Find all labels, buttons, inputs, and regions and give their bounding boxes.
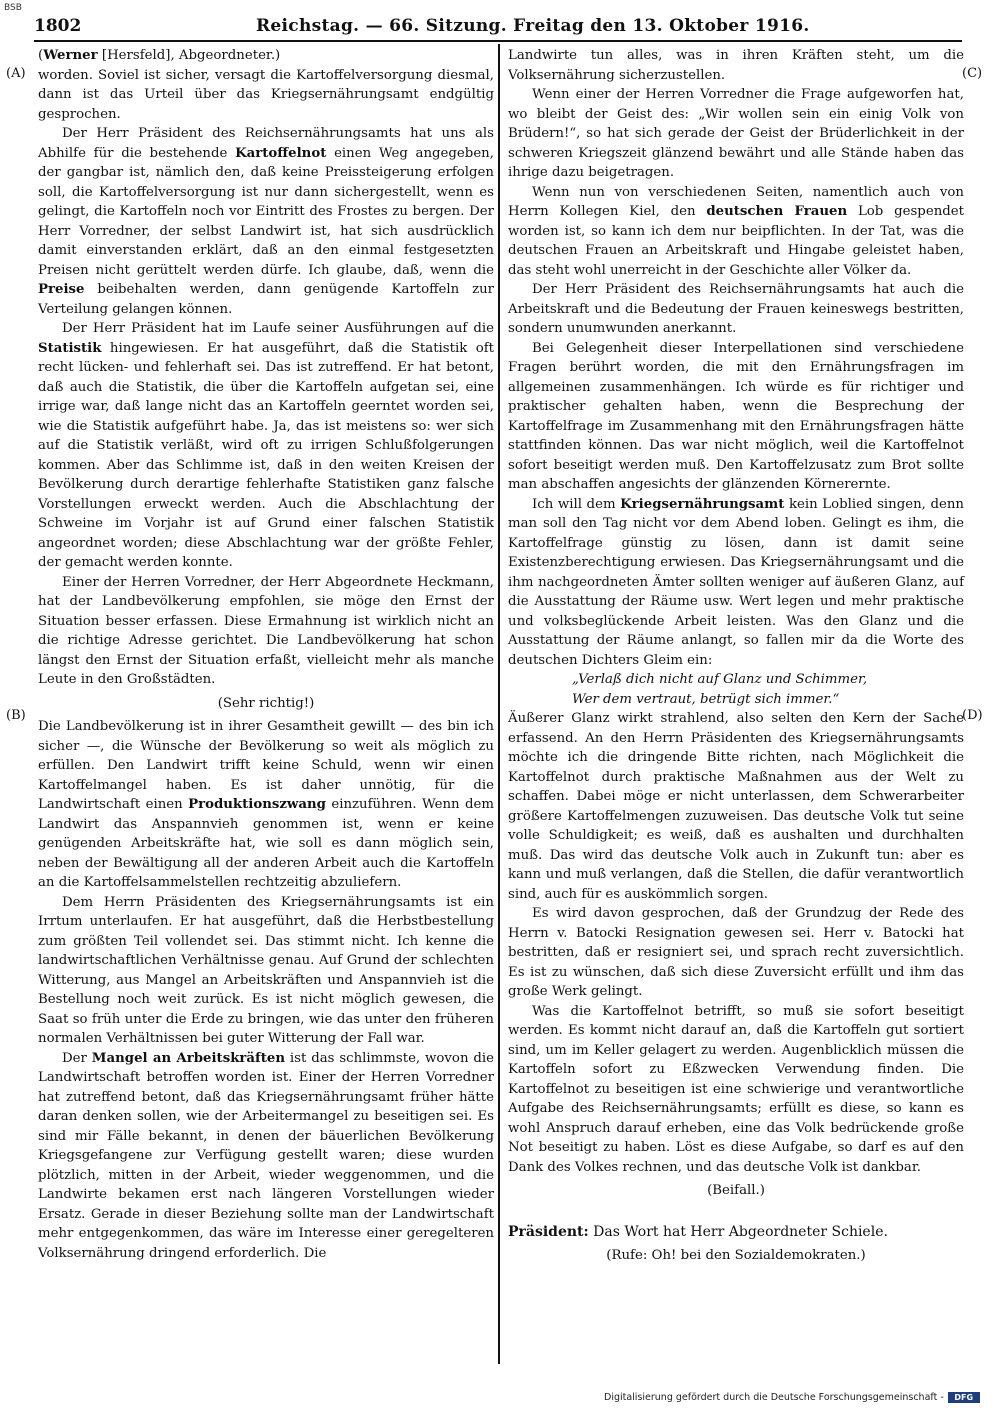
left-column <box>38 46 494 1263</box>
paragraph: Wenn einer der Herren Vorredner die Frage aufgeworfen hat, wo bleibt der Geist des: „Wir wollen sein ein einig Volk von Brüdern!“, so hat sich gerade der Geist der Brüderlichkeit in der schweren Kriegszeit glänzend bewährt und alle Stände haben das ihrige dazu beigetragen. <box>508 87 964 180</box>
paragraph <box>38 319 494 573</box>
text-run: Lob gespendet worden ist, so kann ich dem nur beipflichten. In der Tat, was die deutschen Frauen an Arbeitskraft und Hingabe geleistet haben, das steht wohl unerreicht in der Geschichte aller Völker da. <box>508 204 964 278</box>
interjection: (Beifall.) <box>707 1183 765 1198</box>
poem-line: „Verlaß dich nicht auf Glanz und Schimmer, <box>572 672 868 687</box>
paragraph: Der Herr Präsident des Reichsernährungsamts hat auch die Arbeitskraft und die Bedeutung der Frauen keineswegs bestritten, sondern unumwunden anerkannt. <box>508 282 964 336</box>
speaker-line: (Werner [Hersfeld], Abgeordneter.) <box>38 48 281 63</box>
paragraph <box>38 1049 494 1264</box>
emphasis: Kartoffelnot <box>235 145 327 161</box>
text-run: kein Loblied singen, denn man soll den Tag nicht vor dem Abend loben. Gelingt es ihm, die Kartoffelfrage günstig zu lösen, dann ist damit seine Existenzberechtigung erwiesen. Das Kriegsernährungsamt und die ihm nachgeordneten Ämter sollten weniger auf äußeren Glanz, auf die Ausstattung der Räume usw. Wert legen und mehr praktische und volksbeglückende Arbeit leisten. Was den Glanz und die Ausstattung der Räume anlangt, so fallen mir da die Worte des deutschen Dichters Gleim ein: <box>508 496 964 668</box>
paragraph: worden. Soviel ist sicher, versagt die Kartoffelversorgung diesmal, dann ist das Urteil über das Kriegsernährungsamt endgültig gesprochen. <box>38 67 494 122</box>
column-divider <box>498 44 500 1364</box>
text-run: Der Herr Präsident hat im Laufe seiner Ausführungen auf die <box>62 321 494 336</box>
president-label: Präsident: <box>508 1223 589 1240</box>
text-run: einen Weg angegeben, der gangbar ist, nämlich den, daß keine Preissteigerung erfolgen soll, die Kartoffelversorgung ist nur dann sichergestellt, wenn es gelingt, die Kartoffeln noch vor Eintritt des Frostes zu bergen. Der Herr Vorredner, der selbst Landwirt ist, hat sich ausdrücklich damit einverstanden erklärt, daß an den einmal festgesetzten Preisen nicht gerüttelt werden dürfe. Ich glaube, daß, wenn die <box>38 145 494 278</box>
text-run: Wenn nun von verschiedenen Seiten, namentlich auch von Herrn Kollegen Kiel, den <box>508 184 964 219</box>
dfg-logo-icon: DFG <box>948 1392 980 1403</box>
paragraph: Dem Herrn Präsidenten des Kriegsernährungsamts ist ein Irrtum unterlaufen. Er hat ausgeführt, daß die Herbstbestellung zum größten Teil vollendet sei. Das stimmt nicht. Ich kenne die landwirtschaftlichen Verhältnisse genau. Auf Grund der schlechten Witterung, aus Mangel an Arbeitskräften und Anspannvieh ist die Bestellung noch weit zurück. Es ist nicht möglich gewesen, die Saat so früh unter die Erde zu bringen, wie das unter den früheren normalen Verhältnissen bei guter Witterung der Fall war. <box>38 894 494 1046</box>
text-run: Die Landbevölkerung ist in ihrer Gesamtheit gewillt — des bin ich sicher —, die Wünsche der Bevölkerung so weit als möglich zu erfüllen. Den Landwirt trifft keine Schuld, wenn wir einen Kartoffelmangel haben. Es ist daher unnötig, für die Landwirtschaft einen <box>38 719 494 812</box>
emphasis: deutschen Frauen <box>706 204 848 219</box>
page-number: 1802 <box>34 16 82 36</box>
paragraph <box>38 717 494 893</box>
text-run: Das Wort hat Herr Abgeordneter Schiele. <box>593 1223 888 1240</box>
text-run: Ich will dem <box>532 496 616 512</box>
emphasis: Kriegsernährungsamt <box>620 496 785 512</box>
emphasis: Produktionszwang <box>188 797 326 812</box>
emphasis: Statistik <box>38 340 102 356</box>
paragraph <box>508 183 964 281</box>
paragraph: Es wird davon gesprochen, daß der Grundzug der Rede des Herrn v. Batocki Resignation gewesen sei. Herr v. Batocki hat bestritten, daß er resigniert sei, und sprach recht zuversichtlich. Es ist zu wünschen, daß sich diese Zuversicht erfüllt und ihm das große Werk gelingt. <box>508 906 964 999</box>
page-header <box>34 16 962 42</box>
margin-marker-a: (A) <box>6 66 26 81</box>
library-mark: BSB <box>4 3 22 13</box>
emphasis: Preise <box>38 282 85 297</box>
text-run: einzuführen. Wenn dem Landwirt das Anspannvieh genommen ist, wenn er keine genügenden Arbeitskräfte hat, wie soll es dann möglich sein, neben der Bewältigung all der anderen Arbeit auch die Kartoffeln an die Kartoffelsammelstellen rechtzeitig abzuliefern. <box>38 797 494 890</box>
page-title: Reichstag. — 66. Sitzung. Freitag den 13. Oktober 1916. <box>256 16 810 36</box>
president-statement <box>508 1223 964 1243</box>
margin-marker-d: (D) <box>962 708 983 723</box>
text-run: hingewiesen. Er hat ausgeführt, daß die Statistik oft recht lücken- und fehlerhaft sei. Das ist zutreffend. Er hat betont, daß auch die Statistik, die über die Kartoffeln aufgetan sei, eine irrige war, daß lange nicht das an Kartoffeln geerntet worden sei, wie die Statistik aufgeführt habe. Ja, das ist meistens so: wer sich auf die Statistik verläßt, wird oft zu irrigen Schlußfolgerungen kommen. Aber das Schlimme ist, daß in den weiten Kreisen der Bevölkerung durch derartige fehlerhafte Statistiken ganz falsche Vorstellungen erweckt werden. Auch die Abschlachtung der Schweine im Vorjahr ist auf Grund einer falschen Statistik angeordnet worden; diese Abschlachtung war der größte Fehler, der gemacht werden konnte. <box>38 340 494 570</box>
interjection: (Sehr richtig!) <box>217 695 315 711</box>
text-run: beibehalten werden, dann genügende Kartoffeln zur Verteilung gelangen können. <box>38 282 494 317</box>
speaker-name: Werner <box>43 48 98 63</box>
emphasis: Mangel an Arbeitskräften <box>91 1050 286 1066</box>
paragraph: Landwirte tun alles, was in ihren Kräften steht, um die Volksernährung sicherzustellen. <box>508 48 964 83</box>
poem-line: Wer dem vertraut, betrügt sich immer.“ <box>572 691 840 707</box>
paragraph: Bei Gelegenheit dieser Interpellationen sind verschiedene Fragen berührt worden, die mit den Ernährungsfragen im allgemeinen zusammenhängen. Ich würde es für richtiger und praktischer gehalten haben, wenn die Besprechung der Kartoffelfrage im Zusammenhang mit den Ernährungsfragen hätte stattfinden können. Das war nicht möglich, weil die Kartoffelnot sofort beseitigt werden muß. Den Kartoffelzusatz zum Brot sollte man abschaffen angesichts der glänzenden Körnerernte. <box>508 340 964 492</box>
text-run: ist das schlimmste, wovon die Landwirtschaft betroffen worden ist. Einer der Herren Vorredner hat zutreffend betont, daß das Kriegsernährungsamt früher hätte daran denken sollen, wie der Arbeitermangel zu beseitigen sei. Es sind mir Fälle bekannt, in denen der bäuerlichen Bevölkerung Kriegsgefangene zur Verfügung gestellt waren; diese wurden plötzlich, mitten in der Arbeit, wieder weggenommen, und die Landwirte bekamen erst nach längeren Vorstellungen wieder Ersatz. Gerade in dieser Beziehung sollte man der Landwirtschaft mehr entgegenkommen, das wäre im Interesse einer geregelteren Volksernährung dringend erforderlich. Die <box>38 1050 495 1261</box>
speaker-rest: [Hersfeld], Abgeordneter.) <box>101 48 281 63</box>
paragraph: Was die Kartoffelnot betrifft, so muß sie sofort beseitigt werden. Es kommt nicht darauf an, daß die Kartoffeln gut sortiert sind, um im Keller gelagert zu werden. Augenblicklich müssen die Kartoffeln sofort zu Eßzwecken Verwendung finden. Die Kartoffelnot zu beseitigen ist eine schwierige und verantwortliche Aufgabe des Reichsernährungsamts; erfüllt es diese, so kann es wohl Anspruch darauf erheben, eine das Volk bedrückende große Not beseitigt zu haben. Löst es diese Aufgabe, so darf es auf den Dank des Volkes rechnen, und das deutsche Volk ist dankbar. <box>508 1003 964 1175</box>
text-run: Der <box>62 1050 87 1066</box>
interjection: (Rufe: Oh! bei den Sozialdemokraten.) <box>606 1248 866 1263</box>
footer-credit <box>604 1392 980 1403</box>
paragraph <box>508 495 964 671</box>
text-run: Der Herr Präsident des Reichsernährungsamts hat uns als Abhilfe für die bestehende <box>38 126 494 161</box>
paragraph <box>38 124 494 319</box>
paragraph: Äußerer Glanz wirkt strahlend, also selten den Kern der Sache erfassend. An den Herrn Präsidenten des Kriegsernährungsamts möchte ich die dringende Bitte richten, nach Möglichkeit die Kartoffelnot durch praktische Maßnahmen aus der Welt zu schaffen. Dabei möge er nicht unterlassen, dem Schwerarbeiter größere Kartoffelmengen zuzuweisen. Das deutsche Volk tut seine volle Schuldigkeit; es weiß, daß es aushalten und durchhalten muß. Das wird das deutsche Volk auch in Zukunft tun: aber es kann und muß verlangen, daß die Stellen, die dafür verantwortlich sind, auch für es auskömmlich sorgen. <box>508 711 964 902</box>
margin-marker-b: (B) <box>6 708 26 723</box>
paragraph: Einer der Herren Vorredner, der Herr Abgeordnete Heckmann, hat der Landbevölkerung empfohlen, sie möge den Ernst der Situation besser erfassen. Diese Ermahnung ist wirklich nicht an die richtige Adresse gerichtet. Die Landbevölkerung hat schon längst den Ernst der Situation erfaßt, vielleicht mehr als manche Leute in den Großstädten. <box>38 574 494 687</box>
right-column <box>508 46 964 1270</box>
margin-marker-c: (C) <box>962 66 983 81</box>
footer-text: Digitalisierung gefördert durch die Deutsche Forschungsgemeinschaft - <box>604 1392 944 1403</box>
